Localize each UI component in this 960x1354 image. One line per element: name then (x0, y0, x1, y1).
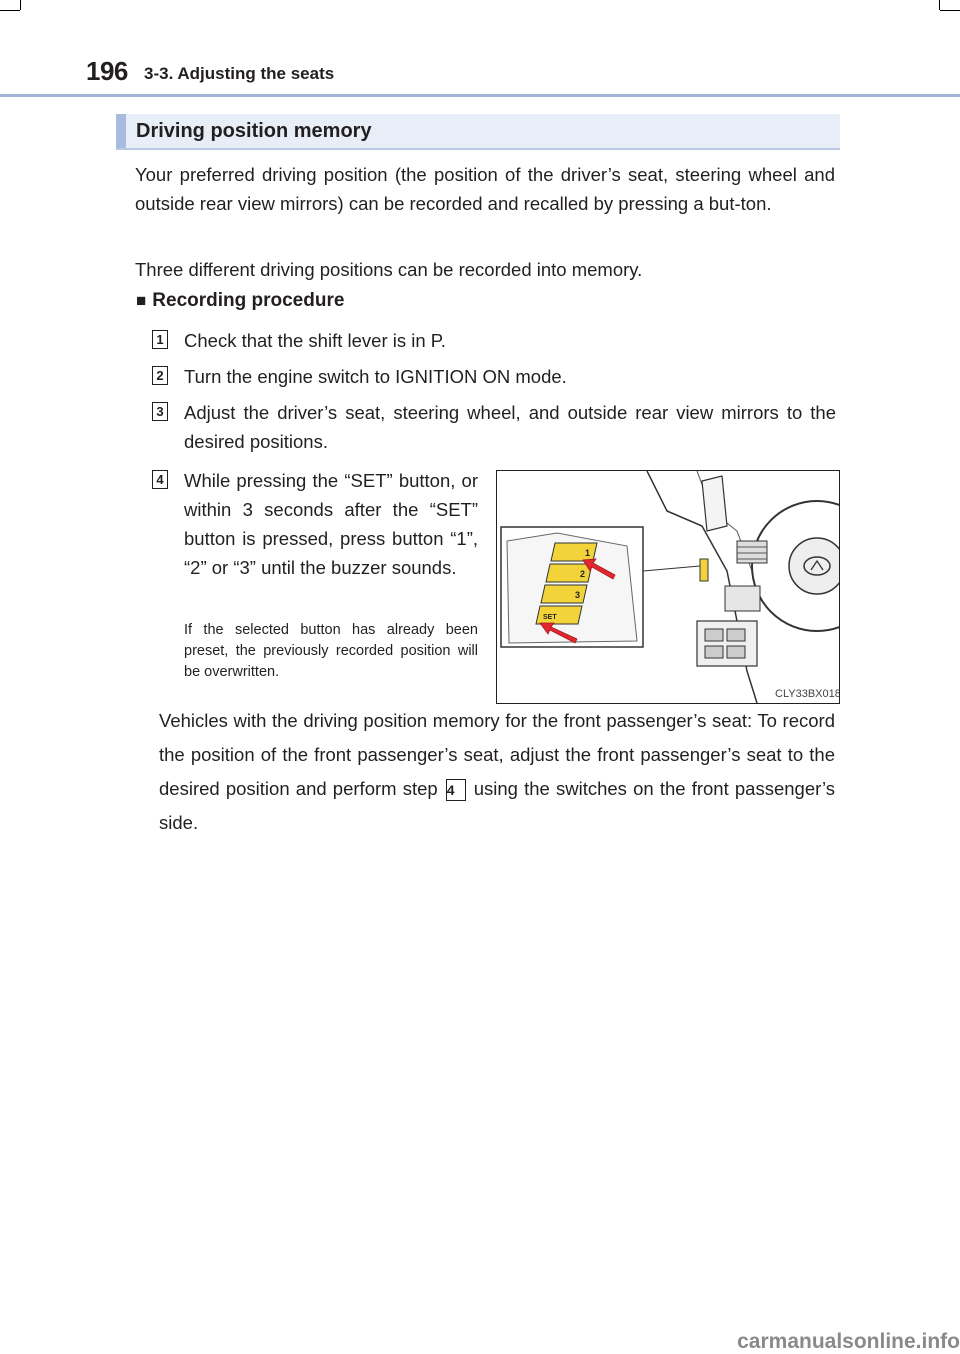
figure-code: CLY33BX018 (775, 688, 839, 700)
section-title: 3-3. Adjusting the seats (144, 64, 335, 83)
procedure-heading (136, 290, 344, 312)
page-number: 196 (86, 56, 128, 86)
memory-button-1 (551, 543, 597, 561)
watermark: carmanualsonline.info (737, 1330, 960, 1353)
memory-button-2 (546, 564, 592, 582)
vent (737, 541, 767, 563)
step-2-text: Turn the engine switch to IGNITION ON mode. (184, 366, 567, 387)
passenger-text-before: Vehicles with the driving position memory for the front passenger’s seat: To record the position of the front passenger’s seat, adjust the front passenger’s seat to the desired position and perform step (159, 710, 835, 799)
illustration-svg (497, 471, 839, 703)
button-label-3: 3 (575, 590, 581, 600)
step-number-2: 2 (152, 366, 168, 385)
button-label-set: SET (543, 614, 557, 621)
step-4-note: If the selected button has already been preset, the previously recorded position will be overwritten. (184, 622, 478, 680)
step-3-text: Adjust the driver’s seat, steering wheel, and outside rear view mirrors to the desired positions. (184, 402, 836, 452)
heading-accent (116, 114, 126, 148)
crop-mark-top-left-h (0, 10, 20, 11)
step-number-1: 1 (152, 330, 168, 349)
step-1-text: Check that the shift lever is in P. (184, 330, 446, 351)
button-label-2: 2 (580, 569, 586, 579)
mirror-outline (702, 476, 727, 531)
square-bullet-icon: ■ (136, 291, 147, 310)
memory-switch-illustration (496, 470, 840, 704)
step-ref-4: 4 (446, 779, 466, 801)
door-memory-switches (700, 559, 708, 581)
callout-line (643, 566, 700, 571)
passenger-paragraph (159, 704, 835, 840)
section-heading: Driving position memory (136, 120, 372, 142)
intro-paragraph: Your preferred driving position (the position of the driver’s seat, steering wheel and outside rear view mirrors) can be recorded and recalled by pressing a but-ton. (135, 164, 835, 214)
crop-mark-top-right-v (939, 0, 940, 10)
lower-switch-panel (725, 586, 760, 611)
step-number-4: 4 (152, 470, 168, 489)
window-switch-panel (697, 621, 757, 666)
crop-mark-top-right-h (940, 10, 960, 11)
passenger-text-after: using the switches on the front passenger’s side. (159, 778, 835, 833)
crop-mark-top-left-v (20, 0, 21, 10)
procedure-title: Recording procedure (152, 290, 345, 311)
step-number-3: 3 (152, 402, 168, 421)
step-4-text: While pressing the “SET” button, or within 3 seconds after the “SET” button is pressed, press button “1”, “2” or “3” until the buzzer sounds. (184, 470, 478, 578)
header-rule (0, 94, 960, 97)
section-heading-bar (116, 114, 840, 150)
memory-button-3 (541, 585, 587, 603)
button-label-1: 1 (585, 548, 591, 558)
intro-paragraph-2: Three different driving positions can be recorded into memory. (135, 259, 643, 280)
